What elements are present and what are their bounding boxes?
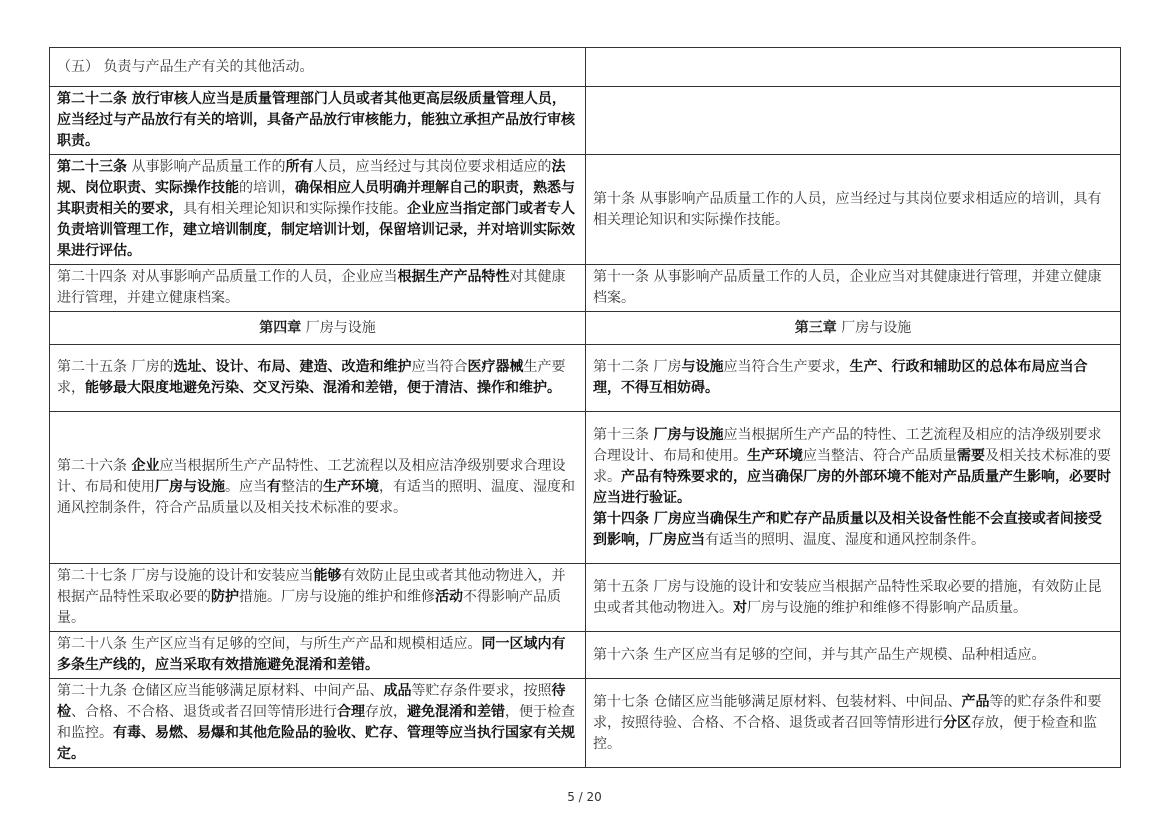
text-run: 第十六条 生产区应当有足够的空间，并与其产品生产规模、品种相适应。 — [593, 646, 1046, 663]
new-article-cell — [50, 564, 586, 632]
text-run: 生产环境 — [323, 479, 379, 495]
table-row — [50, 87, 1121, 155]
text-run: 第十一条 从事影响产品质量工作的人员，企业应当对其健康进行管理，并建立健康档案。 — [593, 269, 1102, 306]
text-run: 能够最大限度地避免污染、交叉污染、混淆和差错，便于清洁、操作和维护。 — [85, 380, 561, 396]
text-run: 产品有特殊要求的，应当确保厂房的外部环境不能对产品质量产生影响，必要时应当进行验证。 — [593, 468, 1111, 506]
text-run: 第三章 — [794, 319, 837, 336]
text-run: 措施。厂房与设施的维护和维修 — [239, 589, 435, 605]
table-row — [50, 155, 1121, 265]
table-row — [50, 265, 1121, 312]
old-article-cell — [586, 632, 1121, 679]
table-row — [50, 679, 1121, 768]
old-article-cell — [586, 155, 1121, 265]
text-run: ，便于检查和监控。 — [57, 704, 575, 741]
text-run: 第十五条 厂房与设施的设计和安装应当根据产品特性采取必要的措施，有效防止昆虫或者其他动物进入。 — [593, 578, 1102, 616]
text-run: 应当根据所生产产品特性、工艺流程以及相应洁净级别要求合理设计、布局和使用 — [57, 458, 566, 495]
text-run: 活动 — [435, 589, 463, 605]
new-article-cell — [50, 265, 586, 312]
text-run: 存放， — [365, 704, 407, 720]
text-run: 有毒、易燃、易爆和其他危险品的验收、贮存、管理等应当执行国家有关规定。 — [57, 725, 575, 762]
text-run: 等的贮存条件和要求，按照待验、合格、不合格、退货或者召回等情形进行 — [593, 693, 1102, 731]
text-run: 企业应当指定部门或者专人负责培训管理工作，建立培训制度，制定培训计划，保留培训记录，并对培训实际效果进行评估。 — [57, 201, 575, 259]
comparison-table — [49, 47, 1121, 768]
text-run: ，有适当的照明、温度、湿度和通风控制条件，符合产品质量以及相关技术标准的要求。 — [57, 479, 575, 516]
old-article-cell — [586, 48, 1121, 87]
text-run: 同一区域内有多条生产线的，应当采取有效措施避免混淆和差错。 — [57, 636, 566, 673]
text-run: 第十四条 厂房应当确保生产和贮存产品质量以及相关设备性能不会直接或者间接受到影响，厂房应当 — [593, 510, 1102, 548]
text-run: 对其健康进行管理，并建立健康档案。 — [57, 269, 566, 306]
text-run: 具有相关理论知识和实际操作技能。 — [183, 201, 407, 217]
table-row — [50, 564, 1121, 632]
text-run: 等贮存条件要求，按照 — [411, 683, 552, 699]
text-run: 生产环境 — [747, 447, 803, 464]
old-article-cell — [586, 87, 1121, 155]
text-run: 所有 — [285, 159, 314, 175]
text-run: 第十条 从事影响产品质量工作的人员，应当经过与其岗位要求相适应的培训，具有相关理论知识和实际操作技能。 — [593, 190, 1102, 228]
text-run: 避免混淆和差错 — [407, 704, 505, 720]
new-article-cell — [50, 632, 586, 679]
text-run: 第二十六条 — [57, 458, 132, 474]
old-article-cell — [586, 564, 1121, 632]
text-run: 应当符合生产要求， — [723, 359, 850, 375]
text-run: 应当符合 — [411, 359, 468, 375]
text-run: 医疗器械 — [467, 359, 524, 375]
text-run: 厂房与设施 — [653, 426, 724, 443]
text-run: 确保相应人员明确并理解自己的职责，熟悉与其职责相关的要求， — [57, 180, 575, 217]
text-run: 第十二条 厂房 — [593, 359, 682, 375]
text-run: 防护 — [211, 589, 239, 605]
text-run: 对 — [733, 599, 747, 616]
text-run: 不得影响产品质量。 — [57, 589, 561, 626]
text-run: 生产、行政和辅助区的总体布局应当合理，不得互相妨碍。 — [593, 359, 1088, 396]
text-run: 整洁的 — [281, 479, 323, 495]
text-run: 人员，应当经过与其岗位要求相适应的 — [313, 159, 552, 175]
text-run: 与设施 — [681, 359, 724, 375]
text-run: 成品 — [383, 683, 412, 699]
text-run: 法规、岗位职责、实际操作技能 — [57, 159, 566, 196]
old-chapter-heading — [586, 312, 1121, 345]
text-run: 存放，便于检查和监控。 — [593, 714, 1097, 752]
text-run: 第二十三条 — [57, 159, 127, 175]
old-article-cell — [586, 412, 1121, 564]
text-run: 生产要求， — [57, 359, 566, 396]
text-run: 从事影响产品质量工作的 — [127, 159, 286, 175]
new-chapter-heading — [50, 312, 586, 345]
text-run: 厂房与设施 — [836, 319, 912, 336]
text-run: （五） 负责与产品生产有关的其他活动。 — [57, 58, 314, 75]
table-row — [50, 48, 1121, 87]
old-article-cell — [586, 679, 1121, 768]
text-run: 第四章 — [259, 319, 302, 336]
old-article-cell — [586, 345, 1121, 412]
text-run: 及相关技术标准的要求。 — [593, 447, 1111, 485]
text-run: 厂房与设施 — [155, 479, 225, 495]
text-run: 、合格、不合格、退货或者召回等情形进行 — [71, 704, 337, 720]
text-run: 厂房与设施 — [301, 319, 376, 336]
chapter-heading-row — [50, 312, 1121, 345]
new-article-cell — [50, 155, 586, 265]
page-number: 5 / 20 — [567, 790, 602, 804]
text-run: 应当整洁、符合产品质量 — [803, 447, 957, 464]
text-run: 第二十四条 对从事影响产品质量工作的人员，企业应当 — [57, 269, 398, 285]
text-run: 有效防止昆虫或者其他动物进入，并根据产品特性采取必要的 — [57, 568, 566, 605]
text-run: 应当根据所生产产品的特性、工艺流程及相应的洁净级别要求合理设计、布局和使用。 — [593, 426, 1102, 464]
text-run: 选址、设计、布局、建造、改造和维护 — [173, 359, 412, 375]
text-run: 第二十二条 放行审核人应当是质量管理部门人员或者其他更高层级质量管理人员，应当经过与产品放行有关的培训，具备产品放行审核能力，能独立承担产品放行审核职责。 — [57, 91, 575, 149]
text-run: 第二十八条 生产区应当有足够的空间，与所生产产品和规模相适应。 — [57, 636, 482, 652]
table-row — [50, 632, 1121, 679]
text-run: 。应当 — [225, 479, 267, 495]
text-run: 根据生产产品特性 — [397, 269, 510, 285]
text-run: 需要 — [957, 447, 985, 464]
text-run: 第二十七条 厂房与设施的设计和安装应当 — [57, 568, 314, 584]
text-run: 待检 — [57, 683, 566, 720]
new-article-cell — [50, 48, 586, 87]
new-article-cell — [50, 345, 586, 412]
table-row — [50, 412, 1121, 564]
text-run: 分区 — [943, 714, 971, 731]
new-article-cell — [50, 679, 586, 768]
text-run: 第二十五条 厂房的 — [57, 359, 174, 375]
new-article-cell — [50, 87, 586, 155]
new-article-cell — [50, 412, 586, 564]
text-run: 厂房与设施的维护和维修不得影响产品质量。 — [747, 599, 1027, 616]
text-run: 能够 — [313, 568, 342, 584]
text-run: 有适当的照明、温度、湿度和通风控制条件。 — [705, 531, 985, 548]
text-run: 的培训， — [239, 180, 295, 196]
text-run: 第二十九条 仓储区应当能够满足原材料、中间产品、 — [57, 683, 384, 699]
text-run: 第十三条 — [593, 426, 654, 443]
text-run: 有 — [267, 479, 281, 495]
old-article-cell — [586, 265, 1121, 312]
text-run: 合理 — [337, 704, 365, 720]
text-run: 产品 — [961, 693, 990, 710]
text-run: 企业 — [131, 458, 160, 474]
table-row — [50, 345, 1121, 412]
text-run: 第十七条 仓储区应当能够满足原材料、包装材料、中间品、 — [593, 693, 962, 710]
